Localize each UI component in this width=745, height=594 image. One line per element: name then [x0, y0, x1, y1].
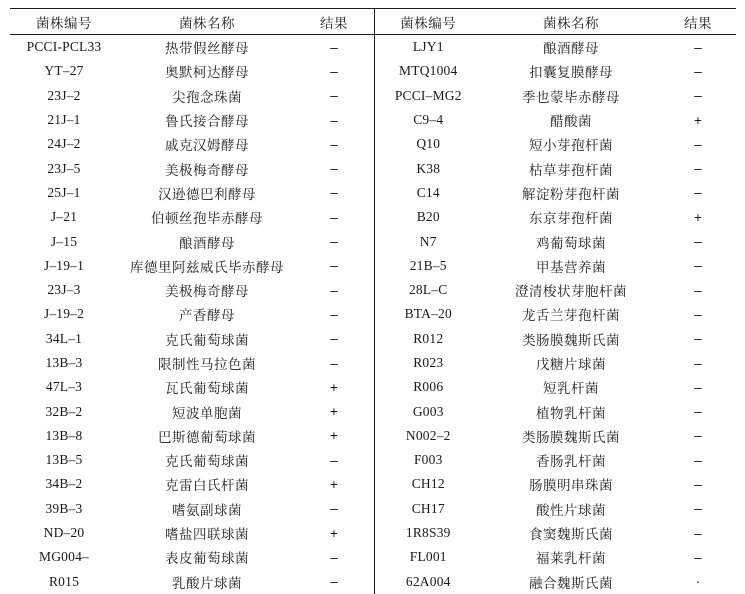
table-row — [10, 229, 736, 253]
cell-name-left: 限制性马拉色菌 — [158, 357, 256, 372]
cell-id-left: 24J–2 — [47, 136, 81, 152]
cell-name-right: 龙舌兰芽孢杆菌 — [522, 308, 620, 324]
cell-name-right: 戊糖片球菌 — [536, 357, 606, 372]
cell-id-left: 47L–3 — [45, 379, 83, 395]
cell-id-right: B20 — [374, 205, 482, 229]
cell-id-right: CH12 — [374, 472, 482, 496]
header-name-right: 菌株名称 — [482, 9, 660, 35]
cell-result-left: – — [330, 258, 338, 274]
cell-name-left: 酿酒酵母 — [179, 235, 235, 251]
cell-name-right: 福莱乳杆菌 — [536, 551, 606, 567]
cell-result-right: – — [694, 306, 702, 322]
cell-id-right: F003 — [374, 448, 482, 472]
table-row — [10, 59, 736, 83]
cell-name-right: 肠膜明串珠菌 — [529, 478, 613, 494]
cell-name-right: 鸡葡萄球菌 — [536, 235, 606, 251]
cell-result-right: – — [694, 185, 702, 201]
cell-id-left: 23J–2 — [47, 87, 81, 103]
cell-name-left: 表皮葡萄球菌 — [165, 551, 249, 567]
cell-result-right: – — [694, 501, 702, 517]
cell-name-left: 克雷白氏杆菌 — [165, 478, 249, 494]
cell-result-left: – — [330, 452, 338, 468]
cell-result-right: – — [694, 331, 702, 347]
table-row — [10, 497, 736, 521]
cell-name-left: 戚克汉姆酵母 — [165, 138, 249, 154]
cell-id-right: MTQ1004 — [374, 59, 482, 83]
table-body — [10, 9, 736, 594]
cell-result-left: – — [330, 136, 338, 152]
cell-result-right: – — [694, 428, 702, 444]
cell-result-left: + — [330, 428, 338, 444]
cell-result-left: – — [330, 574, 338, 590]
cell-name-left: 美极梅奇酵母 — [165, 162, 249, 178]
cell-result-right: – — [694, 234, 702, 250]
table-row — [10, 327, 736, 351]
cell-result-right: – — [694, 476, 702, 492]
cell-id-left: 23J–5 — [47, 160, 81, 176]
table-row — [10, 399, 736, 423]
cell-name-left: 库德里阿兹威氏毕赤酵母 — [130, 259, 284, 275]
cell-result-left: – — [330, 331, 338, 347]
cell-name-right: 解淀粉芽孢杆菌 — [522, 186, 620, 202]
cell-id-right: 1R8S39 — [374, 521, 482, 545]
cell-result-left: + — [330, 404, 338, 420]
cell-name-right: 扣囊复膜酵母 — [529, 65, 613, 81]
cell-result-right: – — [694, 355, 702, 371]
cell-id-right: Q10 — [374, 132, 482, 156]
cell-result-right: – — [694, 404, 702, 420]
cell-id-right: PCCI–MG2 — [374, 84, 482, 108]
table-row — [10, 84, 736, 108]
cell-id-right: R012 — [374, 327, 482, 351]
table-row — [10, 108, 736, 132]
cell-result-left: – — [330, 88, 338, 104]
cell-result-left: – — [330, 234, 338, 250]
cell-id-right: C9–4 — [374, 108, 482, 132]
cell-result-right: – — [694, 379, 702, 395]
cell-id-right: 28L–C — [374, 278, 482, 302]
cell-name-right: 醋酸菌 — [550, 114, 592, 130]
cell-id-left: J–19–1 — [43, 257, 85, 273]
header-result-left: 结果 — [296, 9, 372, 35]
cell-name-right: 酿酒酵母 — [482, 35, 660, 60]
cell-name-left: 热带假丝酵母 — [118, 35, 296, 60]
cell-id-right: C14 — [374, 181, 482, 205]
cell-result-right: – — [660, 35, 736, 60]
cell-result-right: – — [694, 161, 702, 177]
cell-result-right: – — [694, 258, 702, 274]
cell-id-left: MG004– — [39, 549, 89, 565]
table-row — [10, 570, 736, 594]
cell-id-right: FL001 — [374, 545, 482, 569]
header-result-right: 结果 — [660, 9, 736, 35]
cell-name-left: 鲁氏接合酵母 — [165, 114, 249, 130]
cell-name-left: 嗜氨副球菌 — [172, 502, 242, 518]
cell-result-left: – — [330, 185, 338, 201]
cell-result-left: – — [330, 549, 338, 565]
cell-name-left: 克氏葡萄球菌 — [165, 332, 249, 348]
cell-name-left: 巴斯德葡萄球菌 — [158, 429, 256, 445]
cell-result-left: – — [330, 63, 338, 79]
table-row — [10, 35, 736, 60]
table-row — [10, 156, 736, 180]
cell-result-left: – — [330, 209, 338, 225]
cell-id-left: R015 — [48, 573, 80, 589]
cell-id-left: 34B–2 — [45, 476, 83, 492]
cell-result-left: – — [330, 501, 338, 517]
cell-id-right: N7 — [374, 229, 482, 253]
table-row — [10, 302, 736, 326]
cell-name-right: 香肠乳杆菌 — [536, 454, 606, 470]
cell-id-left: J–15 — [50, 233, 78, 249]
cell-name-left: 汉逊德巴利酵母 — [158, 186, 256, 202]
table-row — [10, 424, 736, 448]
cell-result-right: – — [694, 549, 702, 565]
cell-id-left: 32B–2 — [45, 403, 83, 419]
cell-name-left: 奥默柯达酵母 — [165, 65, 249, 81]
cell-name-right: 食窦魏斯氏菌 — [529, 527, 613, 543]
header-id-right: 菌株编号 — [374, 9, 482, 35]
cell-name-left: 尖孢念珠菌 — [172, 89, 242, 105]
table-row — [10, 521, 736, 545]
table-row — [10, 448, 736, 472]
cell-name-left: 克氏葡萄球菌 — [165, 454, 249, 470]
cell-id-right: R023 — [374, 351, 482, 375]
cell-result-right: – — [694, 525, 702, 541]
cell-result-left: – — [330, 306, 338, 322]
cell-name-right: 短乳杆菌 — [543, 381, 599, 397]
cell-name-left: 伯顿丝孢毕赤酵母 — [151, 211, 263, 227]
cell-result-left: – — [330, 161, 338, 177]
cell-result-right: + — [694, 209, 702, 225]
cell-result-left: + — [330, 379, 338, 395]
cell-name-right: 澄清梭状芽胞杆菌 — [515, 284, 627, 300]
cell-name-right: 甲基营养菌 — [536, 259, 606, 275]
cell-id-left: 34L–1 — [45, 330, 83, 346]
cell-name-right: 酸性片球菌 — [536, 502, 606, 518]
cell-id-left: J–19–2 — [43, 306, 85, 322]
table-row — [10, 132, 736, 156]
cell-name-left: 瓦氏葡萄球菌 — [165, 381, 249, 397]
cell-result-right: – — [694, 136, 702, 152]
table-row — [10, 254, 736, 278]
cell-name-right: 类肠膜魏斯氏菌 — [522, 429, 620, 445]
cell-result-right: – — [694, 63, 702, 79]
table-row — [10, 205, 736, 229]
cell-result-left: – — [330, 355, 338, 371]
cell-id-right: 21B–5 — [374, 254, 482, 278]
cell-id-right: CH17 — [374, 497, 482, 521]
cell-result-right: · — [695, 574, 701, 590]
cell-name-right: 类肠膜魏斯氏菌 — [522, 332, 620, 348]
cell-id-right: N002–2 — [374, 424, 482, 448]
table-row — [10, 545, 736, 569]
cell-id-right: 62A004 — [374, 570, 482, 594]
table-row — [10, 375, 736, 399]
strain-table — [10, 8, 736, 594]
cell-id-left: YT–27 — [44, 63, 84, 79]
cell-name-right: 季也蒙毕赤酵母 — [522, 89, 620, 105]
header-id-left: 菌株编号 — [10, 9, 118, 35]
cell-id-left: 25J–1 — [47, 184, 81, 200]
cell-id-left: 23J–3 — [47, 282, 81, 298]
table-row — [10, 472, 736, 496]
cell-id-left: 39B–3 — [45, 500, 83, 516]
cell-id-right: K38 — [374, 156, 482, 180]
cell-id-left: J–21 — [50, 209, 78, 225]
table-header-row — [10, 9, 736, 35]
cell-result-right: + — [694, 112, 702, 128]
table-row — [10, 278, 736, 302]
cell-result-left: – — [330, 112, 338, 128]
cell-id-right: G003 — [374, 399, 482, 423]
cell-result-right: – — [694, 452, 702, 468]
cell-result-left: + — [330, 476, 338, 492]
cell-id-right: R006 — [374, 375, 482, 399]
cell-name-left: 短波单胞菌 — [172, 405, 242, 421]
cell-result-left: – — [330, 282, 338, 298]
cell-name-right: 枯草芽孢杆菌 — [529, 162, 613, 178]
header-name-left: 菌株名称 — [118, 9, 296, 35]
cell-name-left: 嗜盐四联球菌 — [165, 527, 249, 543]
cell-id-right: BTA–20 — [374, 302, 482, 326]
cell-name-right: 融合魏斯氏菌 — [529, 575, 613, 591]
cell-id-left: ND–20 — [43, 525, 85, 541]
cell-name-right: 植物乳杆菌 — [536, 405, 606, 421]
cell-result-left: + — [330, 525, 338, 541]
cell-id-left: PCCI-PCL33 — [10, 35, 118, 60]
cell-result-left: – — [296, 35, 372, 60]
cell-id-right: LJY1 — [374, 35, 482, 60]
cell-result-right: – — [694, 282, 702, 298]
cell-id-left: 13B–5 — [45, 452, 83, 468]
cell-name-left: 美极梅奇酵母 — [165, 284, 249, 300]
cell-name-left: 乳酸片球菌 — [172, 575, 242, 591]
cell-result-right: – — [694, 88, 702, 104]
cell-name-right: 东京芽孢杆菌 — [529, 211, 613, 227]
cell-id-left: 21J–1 — [47, 112, 81, 128]
table-row — [10, 181, 736, 205]
cell-name-right: 短小芽孢杆菌 — [529, 138, 613, 154]
cell-id-left: 13B–8 — [45, 427, 83, 443]
cell-name-left: 产香酵母 — [179, 308, 235, 324]
table-row — [10, 351, 736, 375]
cell-id-left: 13B–3 — [45, 355, 83, 370]
